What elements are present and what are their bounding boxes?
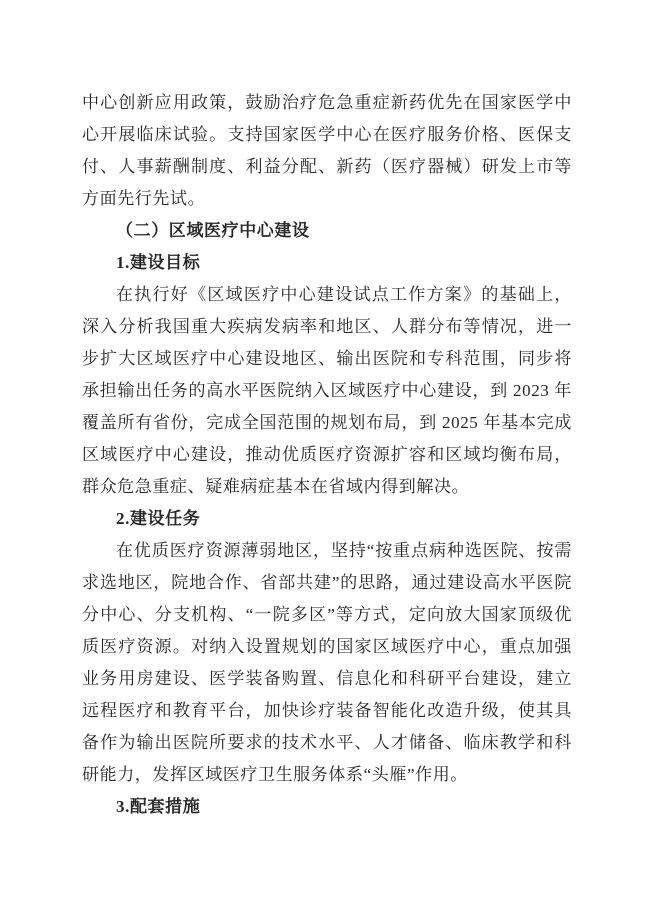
subsection-heading-construction-tasks: 2.建设任务 <box>116 509 201 528</box>
subsection-heading-supporting-measures: 3.配套措施 <box>116 797 201 816</box>
section-heading-regional-medical-centers: （二）区域医疗中心建设 <box>116 221 310 240</box>
paragraph-construction-goals: 在执行好《区域医疗中心建设试点工作方案》的基础上，深入分析我国重大疾病发病率和地区、人群分布等情况，进一步扩大区域医疗中心建设地区、输出医院和专科范围，同步将承担输出任务的高水平医院纳入区域医疗中心建设，到 2023 年覆盖所有省份，完成全国范围的规划布局，到 2025 年基本完成区域医疗中心建设，推动优质医疗资源扩容和区域均衡布局，群众危急重症、疑难病症基本在省域内得到解决。 <box>82 285 572 496</box>
paragraph-continuation: 中心创新应用政策，鼓励治疗危急重症新药优先在国家医学中心开展临床试验。支持国家医学中心在医疗服务价格、医保支付、人事薪酬制度、利益分配、新药（医疗器械）研发上市等方面先行先试。 <box>82 93 572 208</box>
paragraph-construction-tasks: 在优质医疗资源薄弱地区，坚持“按重点病种选医院、按需求选地区，院地合作、省部共建”的思路，通过建设高水平医院分中心、分支机构、“一院多区”等方式，定向放大国家顶级优质医疗资源。对纳入设置规划的国家区域医疗中心，重点加强业务用房建设、医学装备购置、信息化和科研平台建设，建立远程医疗和教育平台，加快诊疗装备智能化改造升级，使其具备作为输出医院所要求的技术水平、人才储备、临床教学和科研能力，发挥区域医疗卫生服务体系“头雁”作用。 <box>82 541 572 784</box>
subsection-heading-construction-goals: 1.建设目标 <box>116 253 201 272</box>
